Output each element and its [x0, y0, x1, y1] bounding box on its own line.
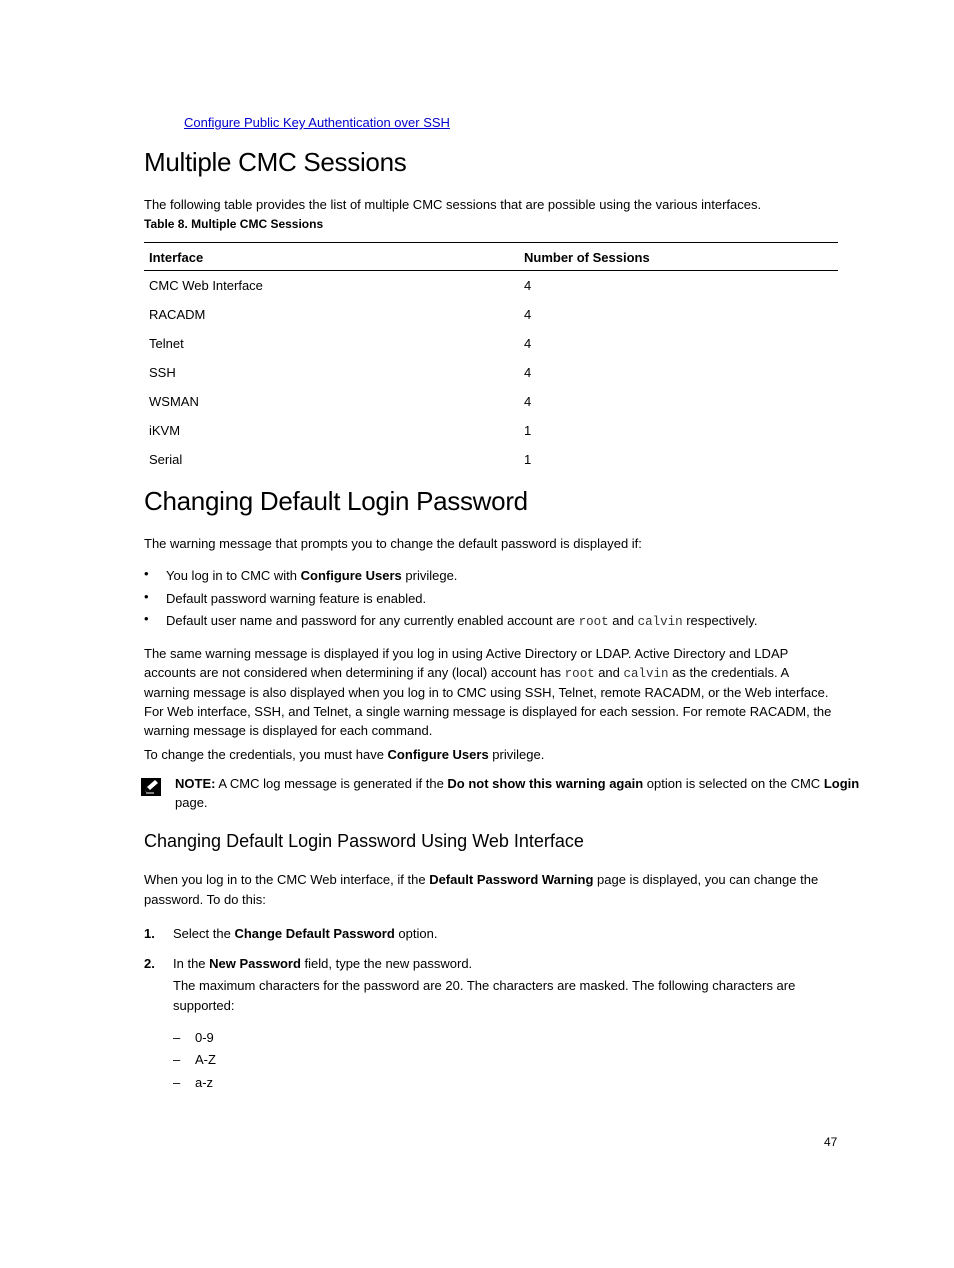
dash-marker: –: [173, 1075, 181, 1090]
sessions-cell: 4: [524, 365, 532, 380]
section-title-multiple-cmc-sessions: Multiple CMC Sessions: [144, 147, 407, 177]
sessions-cell: 1: [524, 423, 532, 438]
subsection-title-web-interface: Changing Default Login Password Using Web Interface: [144, 831, 584, 851]
table-row: [144, 416, 838, 445]
dash-marker: –: [173, 1052, 181, 1067]
table-header-row: [144, 243, 838, 271]
interface-cell: CMC Web Interface: [149, 278, 263, 293]
bullet-dot: •: [144, 566, 149, 581]
col-number-of-sessions: Number of Sessions: [519, 243, 838, 271]
public-key-auth-link[interactable]: Configure Public Key Authentication over SSH: [184, 115, 450, 130]
warning-intro: The warning message that prompts you to change the default password is displayed if:: [144, 536, 642, 551]
step-detail: The maximum characters for the password are 20. The characters are masked. The following characters are: [173, 978, 796, 993]
sessions-cell: 4: [524, 278, 532, 293]
warning-para-line: warning message is displayed for each command.: [144, 723, 433, 738]
sessions-table: [144, 242, 838, 474]
char-list-item: A-Z: [195, 1052, 216, 1067]
step-number: 1.: [144, 926, 155, 941]
warning-para-line: For Web interface, SSH, and Telnet, a single warning message is displayed for each session. For remote RACADM, the: [144, 704, 832, 719]
bullet-item: Default password warning feature is enabled.: [166, 591, 427, 606]
dash-marker: –: [173, 1030, 181, 1045]
table-row: [144, 445, 838, 474]
col-interface: Interface: [144, 243, 519, 271]
table-row: [144, 358, 838, 387]
warning-para-line: accounts are not considered when determining if any (local) account has root and calvin as the credentials. A: [144, 665, 790, 681]
step-detail: supported:: [173, 998, 235, 1013]
page-number: 47: [824, 1135, 838, 1149]
table-caption: Table 8. Multiple CMC Sessions: [144, 217, 324, 231]
table-row: [144, 271, 838, 301]
web-intro-line: password. To do this:: [144, 892, 266, 907]
interface-cell: RACADM: [149, 307, 206, 322]
bullet-item: Default user name and password for any currently enabled account are root and calvin respectively.: [166, 613, 758, 629]
sessions-intro: The following table provides the list of multiple CMC sessions that are possible using the various interfaces.: [144, 197, 762, 212]
interface-cell: iKVM: [149, 423, 181, 438]
table-row: [144, 300, 838, 329]
sessions-cell: 4: [524, 336, 532, 351]
sessions-cell: 4: [524, 394, 532, 409]
bullet-item: You log in to CMC with Configure Users privilege.: [166, 568, 458, 583]
step-text: Select the Change Default Password option.: [173, 926, 438, 941]
note-pencil-icon: [141, 778, 161, 796]
note-text: NOTE: A CMC log message is generated if the Do not show this warning again option is selected on the CMC Login: [175, 776, 860, 791]
bullet-dot: •: [144, 611, 149, 626]
bullet-dot: •: [144, 589, 149, 604]
step-number: 2.: [144, 956, 155, 971]
interface-cell: SSH: [149, 365, 176, 380]
warning-para-line: warning message is also displayed when you log in to CMC using SSH, Telnet, remote RACADM, or the Web interface.: [144, 685, 829, 700]
interface-cell: Telnet: [149, 336, 184, 351]
table-row: [144, 329, 838, 358]
note-text-line2: page.: [175, 795, 208, 810]
web-intro-line: When you log in to the CMC Web interface, if the Default Password Warning page is displayed, you can change the: [144, 872, 819, 887]
char-list-item: a-z: [195, 1075, 214, 1090]
interface-cell: WSMAN: [149, 394, 199, 409]
sessions-cell: 4: [524, 307, 532, 322]
step-text: In the New Password field, type the new password.: [173, 956, 473, 971]
sessions-cell: 1: [524, 452, 532, 467]
change-credentials-text: To change the credentials, you must have Configure Users privilege.: [144, 747, 545, 762]
interface-cell: Serial: [149, 452, 183, 467]
warning-para-line: The same warning message is displayed if you log in using Active Directory or LDAP. Active Directory and LDAP: [144, 646, 789, 661]
section-title-changing-default-password: Changing Default Login Password: [144, 486, 528, 516]
char-list-item: 0-9: [195, 1030, 214, 1045]
table-row: [144, 387, 838, 416]
